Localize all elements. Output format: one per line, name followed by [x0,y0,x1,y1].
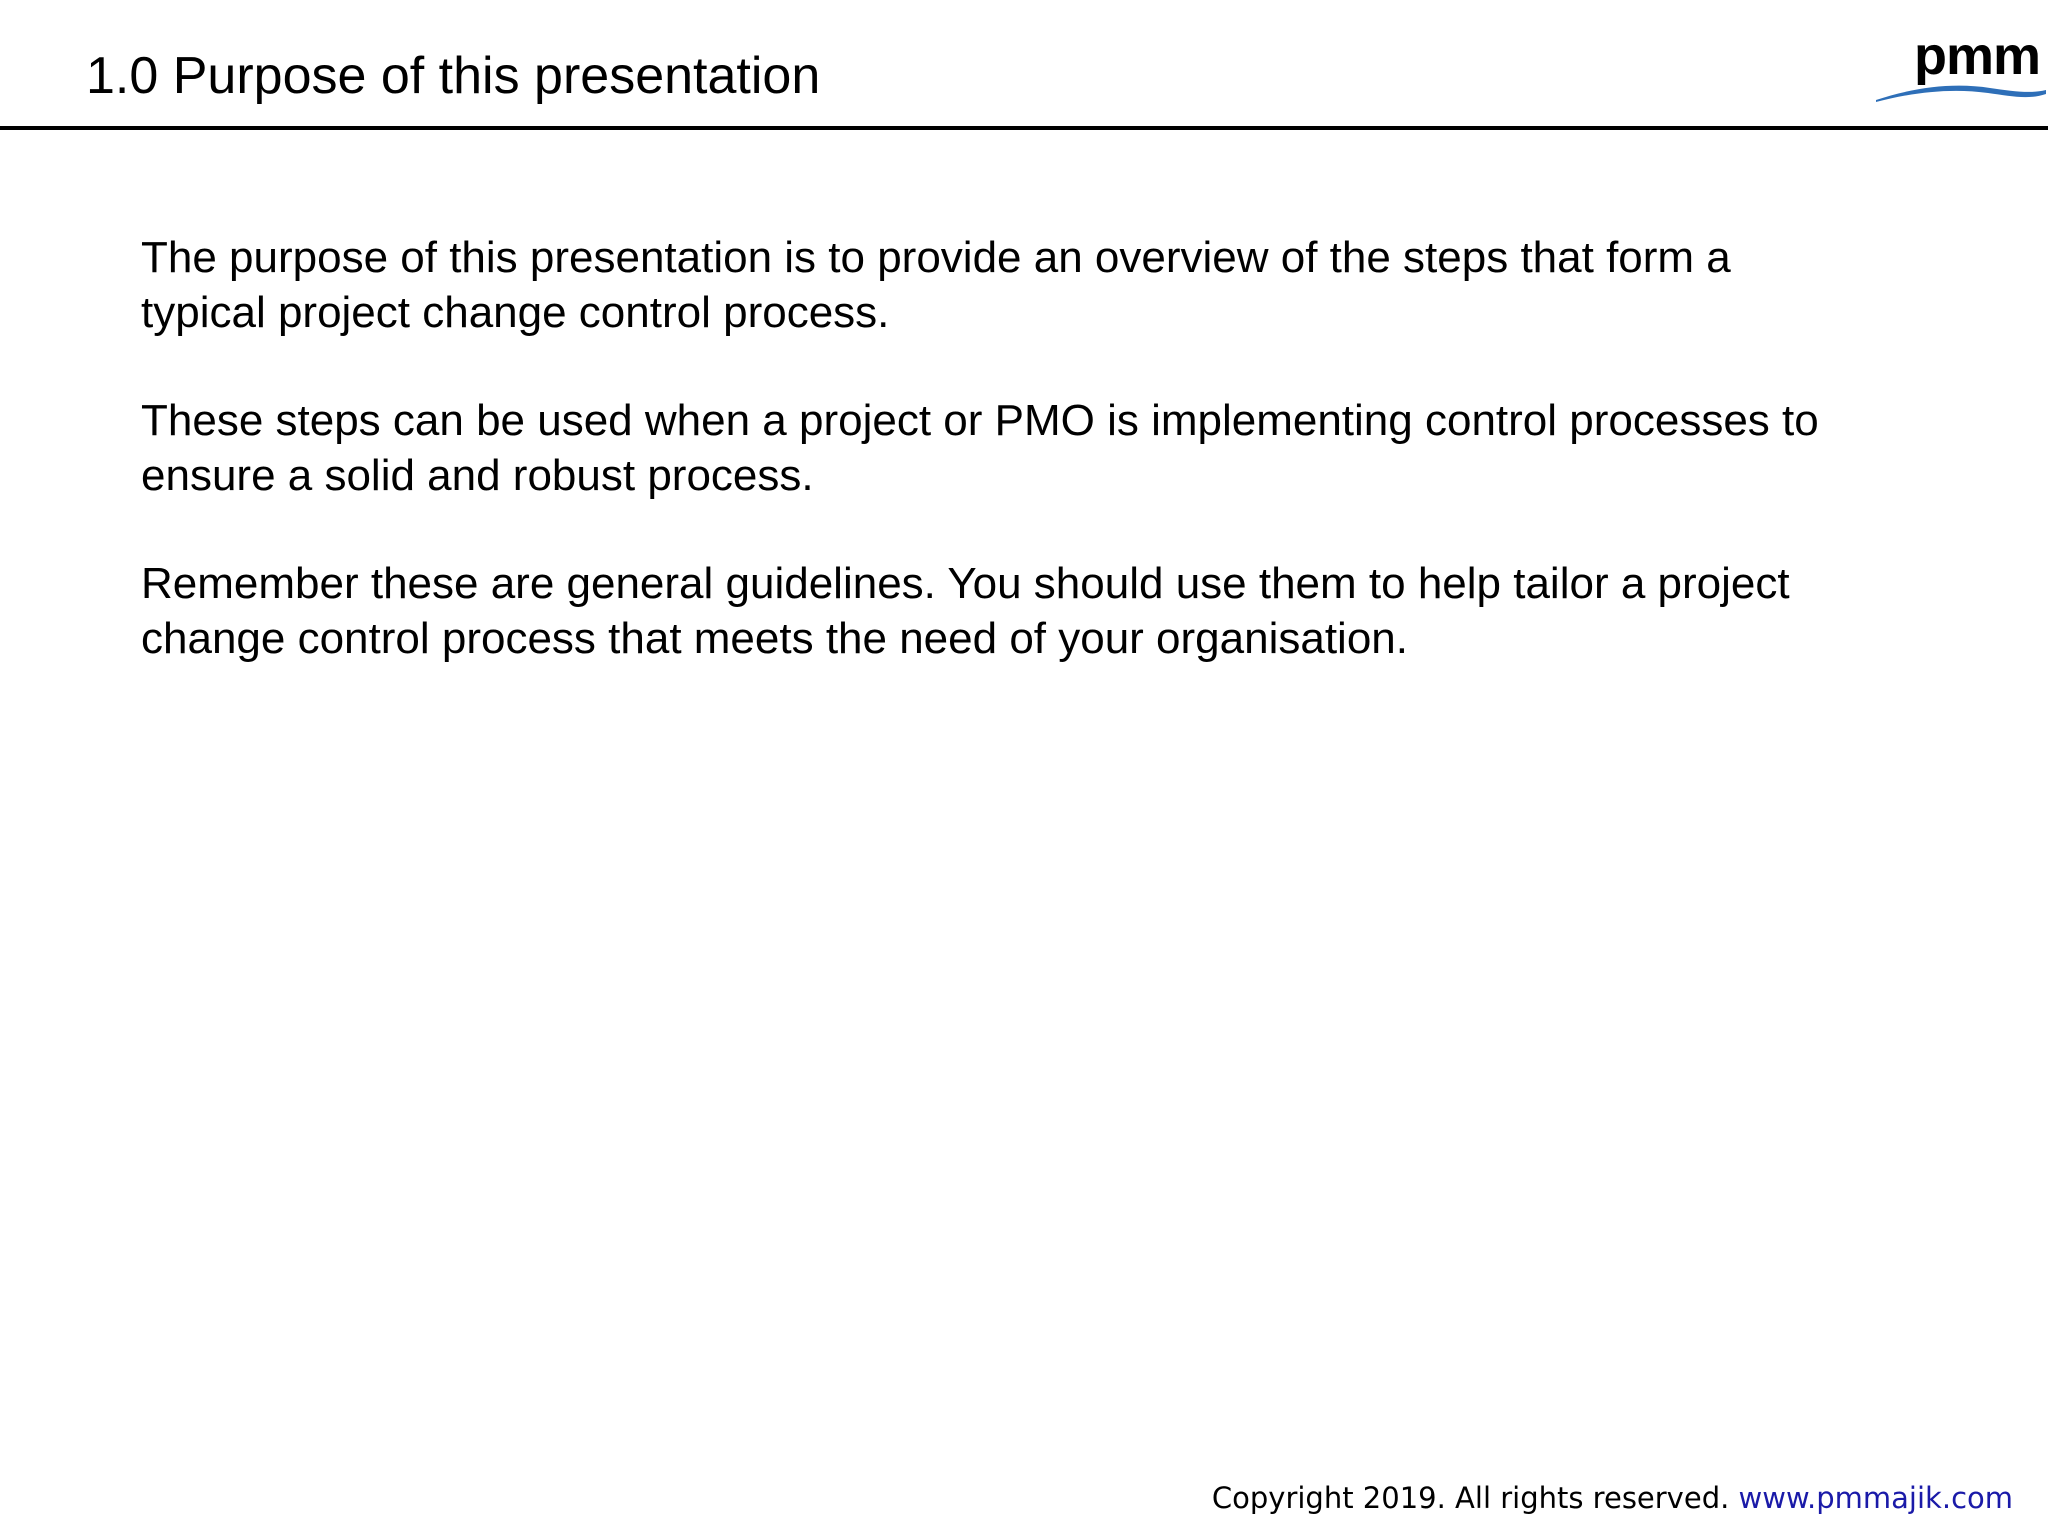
paragraph-guidelines [141,556,1961,666]
website-link[interactable]: www.pmmajik.com [1738,1481,2013,1515]
paragraph-usage [141,393,1961,503]
paragraph-line: The purpose of this presentation is to provide an overview of the steps that form a [141,233,1731,282]
title-divider [0,126,2048,130]
page-title: 1.0 Purpose of this presentation [86,47,821,105]
slide-body [141,230,1961,719]
paragraph-purpose [141,230,1961,340]
pmm-logo [1872,26,2048,106]
footer-copyright [1212,1480,2013,1516]
paragraph-line: These steps can be used when a project or PMO is implementing control processes to [141,396,1819,445]
paragraph-line: Remember these are general guidelines. You should use them to help tailor a project [141,559,1790,608]
copyright-text: Copyright 2019. All rights reserved. [1211,1481,1730,1515]
wave-swoosh-icon [1872,76,2048,106]
paragraph-line: change control process that meets the need of your organisation. [141,614,1408,663]
paragraph-line: ensure a solid and robust process. [141,451,814,500]
logo-text: pmm [1913,26,2040,86]
paragraph-line: typical project change control process. [141,288,890,337]
